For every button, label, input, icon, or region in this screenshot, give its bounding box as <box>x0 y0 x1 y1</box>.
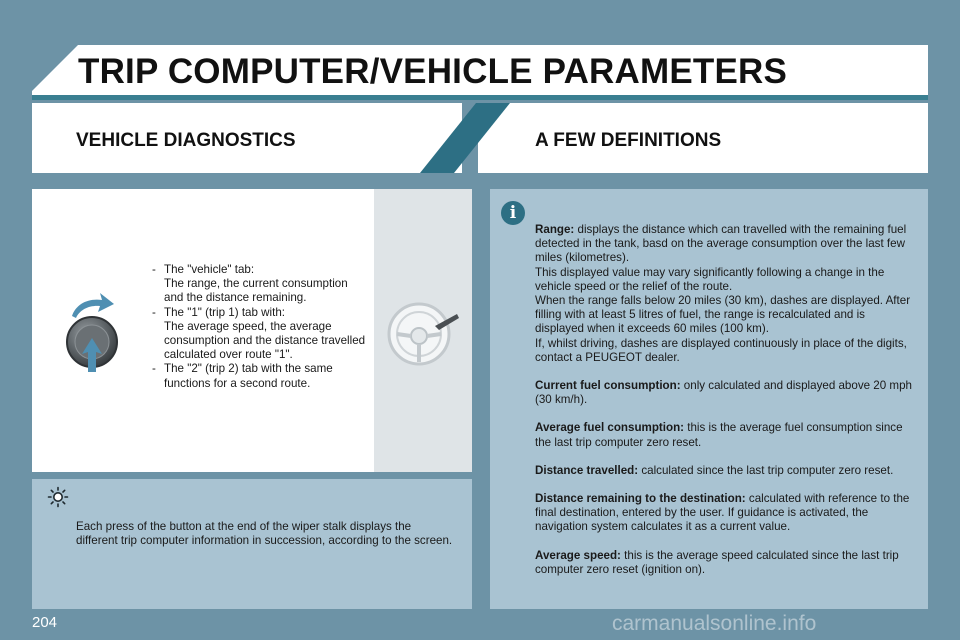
tip-text: Each press of the button at the end of the wiper stalk displays the different trip computer information in succession, according to the screen. <box>76 520 453 548</box>
list-dash: - <box>152 305 156 319</box>
list-dash: - <box>152 263 156 276</box>
item-lead: The "2" (trip 2) tab with the same functions for a second route. <box>164 362 333 390</box>
list-item <box>152 362 367 390</box>
definition-average-speed <box>535 549 915 577</box>
definition-term: Average fuel consumption: <box>535 421 685 435</box>
definition-line <box>535 549 915 577</box>
vehicle-diagnostics-title: VEHICLE DIAGNOSTICS <box>76 130 296 151</box>
watermark: carmanualsonline.info <box>612 612 817 635</box>
item-lead: The "vehicle" tab: <box>164 263 255 276</box>
definitions-title: A FEW DEFINITIONS <box>535 130 722 151</box>
definition-line <box>535 492 915 535</box>
definition-text: calculated since the last trip computer zero reset. <box>641 463 894 477</box>
vehicle-tab-list <box>152 263 367 391</box>
definition-text: calculated with reference to the final destination, entered by the user. If guidance is activated, the navigation system calculates it as a current value. <box>535 492 910 534</box>
range-line: This displayed value may vary significantly following a change in the vehicle speed or the relief of the route. <box>535 265 885 293</box>
list-dash: - <box>152 362 156 376</box>
sun-icon <box>47 486 69 508</box>
definition-text: displays the distance which can travelled with the remaining fuel detected in the tank, basd on the average consumption over the last few miles (kilometres). <box>535 223 907 265</box>
definition-text: this is the average fuel consumption since the last trip computer zero reset. <box>535 421 903 449</box>
page-number: 204 <box>32 614 58 631</box>
definition-term: Current fuel consumption: <box>535 379 681 393</box>
range-line: When the range falls below 20 miles (30 km), dashes are displayed. After filling with at least 5 litres of fuel, the range is recalculated and is displayed when it exceeds 60 miles (100 km). <box>535 294 911 336</box>
item-detail: The average speed, the average consumption and the distance travelled calculated over route "1". <box>164 319 366 362</box>
definition-distance-travelled <box>535 464 915 478</box>
info-icon: i <box>501 201 525 225</box>
definition-term: Range: <box>535 223 575 236</box>
definition-term: Distance travelled: <box>535 463 639 477</box>
definition-range <box>535 223 915 365</box>
definition-line <box>535 421 915 449</box>
rotary-knob-icon <box>62 290 130 374</box>
definition-current-consumption <box>535 379 915 407</box>
definitions-list <box>535 223 915 591</box>
definition-average-consumption <box>535 421 915 449</box>
definition-term: Distance remaining to the destination: <box>535 492 746 506</box>
page-title: TRIP COMPUTER/VEHICLE PARAMETERS <box>78 52 788 91</box>
definition-text: this is the average speed calculated since the last trip computer zero reset (ignition on). <box>535 548 899 576</box>
item-detail: The range, the current consumption and the distance remaining. <box>164 277 348 305</box>
title-stripe <box>32 95 928 100</box>
range-line <box>535 223 915 266</box>
range-line: If, whilst driving, dashes are displayed continuously in place of the digits, contact a PEUGEOT dealer. <box>535 336 907 364</box>
steering-wheel-icon <box>383 296 461 368</box>
definition-line <box>535 379 915 407</box>
item-lead: The "1" (trip 1) tab with: <box>164 305 285 319</box>
list-item <box>152 263 367 306</box>
definition-distance-remaining <box>535 492 915 535</box>
definition-term: Average speed: <box>535 548 621 562</box>
definition-text: only calculated and displayed above 20 mph (30 km/h). <box>535 379 912 407</box>
definition-line <box>535 464 915 478</box>
list-item <box>152 306 367 363</box>
